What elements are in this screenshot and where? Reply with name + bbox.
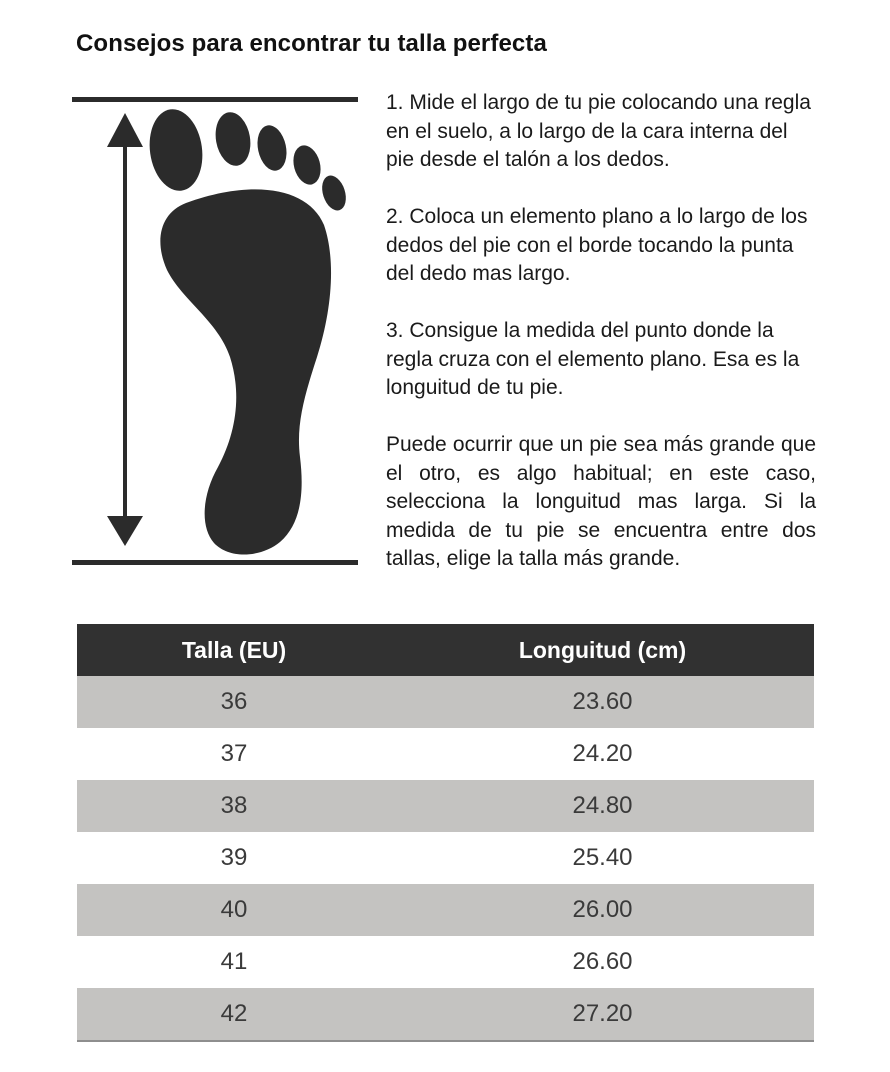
table-row [77,728,814,780]
size-table [77,624,814,1042]
length-column-header: Longuitud (cm) [391,624,814,676]
size-cell: 41 [77,936,391,988]
size-cell: 37 [77,728,391,780]
table-row [77,676,814,728]
size-cell: 42 [77,988,391,1041]
size-cell: 36 [77,676,391,728]
size-cell: 39 [77,832,391,884]
footprint-icon [145,106,350,555]
table-row [77,780,814,832]
table-row [77,988,814,1041]
instructions [386,89,816,574]
instruction-step-1: 1. Mide el largo de tu pie colocando una regla en el suelo, a lo largo de la cara interna del pie desde el talón a los dedos. [386,91,811,171]
instruction-note: Puede ocurrir que un pie sea más grande que el otro, es algo habitual; en este caso, selecciona la longuitud mas larga. Si la medida de tu pie se encuentra entre dos tallas, elige la talla más grande. [386,433,816,570]
instruction-step-2: 2. Coloca un elemento plano a lo largo de los dedos del pie con el borde tocando la punta del dedo mas largo. [386,205,808,285]
size-table-header-row [77,624,814,676]
length-cell: 27.20 [391,988,814,1041]
length-cell: 23.60 [391,676,814,728]
double-arrow-icon [107,113,143,546]
length-cell: 26.60 [391,936,814,988]
bottom-measure-line [72,560,358,565]
foot-measure-illustration [72,95,360,570]
length-cell: 25.40 [391,832,814,884]
length-cell: 24.20 [391,728,814,780]
size-column-header: Talla (EU) [77,624,391,676]
table-row [77,884,814,936]
page-title: Consejos para encontrar tu talla perfecta [76,30,547,57]
table-row [77,832,814,884]
length-cell: 24.80 [391,780,814,832]
top-measure-line [72,97,358,102]
length-cell: 26.00 [391,884,814,936]
size-cell: 40 [77,884,391,936]
table-row [77,936,814,988]
foot-measure-figure [72,95,360,570]
size-cell: 38 [77,780,391,832]
instruction-step-3: 3. Consigue la medida del punto donde la regla cruza con el elemento plano. Esa es la longuitud de tu pie. [386,319,800,399]
